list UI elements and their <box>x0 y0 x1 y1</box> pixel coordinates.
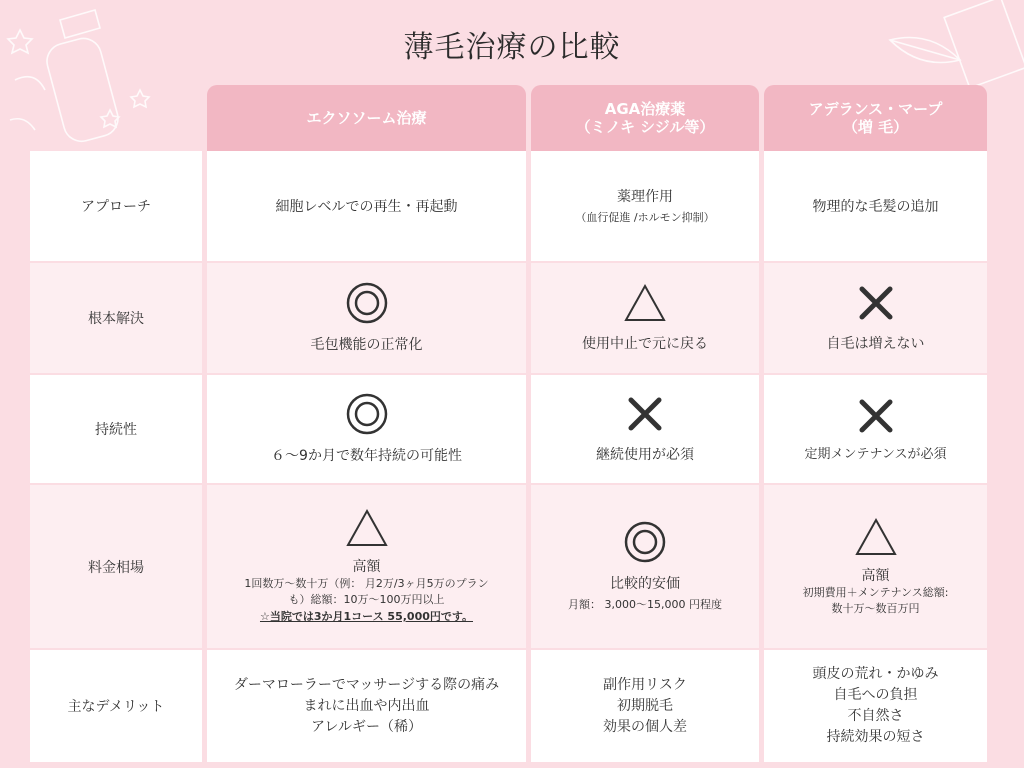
cell-subtext: 月額： 3,000～15,000 円程度 <box>568 597 722 611</box>
cross-icon <box>856 396 896 436</box>
list-item: アレルギー（稀） <box>310 718 423 735</box>
cell-text: 自毛は増えない <box>826 336 925 352</box>
list-item: 効果の個人差 <box>603 718 687 735</box>
header-exosome <box>207 85 526 151</box>
cell-demerit-exosome <box>207 650 526 762</box>
list-item: まれに出血や内出血 <box>303 697 430 714</box>
triangle-icon <box>854 517 898 557</box>
cross-icon <box>856 283 896 323</box>
header-aga-line2: （ミノキ シジル等） <box>575 118 715 136</box>
header-aderans <box>764 85 987 151</box>
header-aga <box>531 85 759 151</box>
list-item: 初期脱毛 <box>617 697 673 714</box>
row-label-root: 根本解決 <box>30 263 202 373</box>
triangle-icon <box>345 508 389 548</box>
cross-icon <box>625 394 665 434</box>
cell-text: 比較的安価 <box>610 575 680 592</box>
cell-price-aderans <box>764 485 987 648</box>
cell-approach-aga <box>531 151 759 261</box>
list-item: 不自然さ <box>847 708 904 724</box>
page-title: 薄毛治療の比較 <box>403 30 621 65</box>
cell-price-exosome <box>207 485 526 648</box>
row-label-approach: アプローチ <box>30 151 202 261</box>
triangle-icon <box>623 283 667 323</box>
cell-root-aderans <box>764 263 987 373</box>
cell-text: 高額 <box>352 559 381 575</box>
cell-text: 薬理作用 <box>617 189 673 205</box>
cell-root-aga <box>531 263 759 373</box>
cell-sustain-aderans <box>764 375 987 483</box>
list-item: ダーマローラーでマッサージする際の痛み <box>233 676 500 693</box>
cell-subtext: （血行促進 /ホルモン抑制） <box>575 211 715 224</box>
list-item: 自毛への負担 <box>833 687 918 703</box>
cell-price-aga <box>531 485 759 648</box>
list-item: 副作用リスク <box>603 676 687 693</box>
header-aderans-line1: アデランス・マープ <box>808 100 943 118</box>
header-exosome-label: エクソソーム治療 <box>306 109 427 127</box>
cell-root-exosome <box>207 263 526 373</box>
cell-subtext-line2: 数十万～数百万円 <box>831 601 920 615</box>
cell-approach-exosome <box>207 151 526 261</box>
cell-sustain-aga <box>531 375 759 483</box>
header-aderans-line2: （増 毛） <box>842 118 909 136</box>
cell-text: 定期メンテナンスが必須 <box>804 446 947 462</box>
cell-text: 使用中止で元に戻る <box>582 336 708 352</box>
cell-subtext-line2: も）総額：10万～100万円以上 <box>288 593 445 606</box>
cell-demerit-aderans <box>764 650 987 762</box>
cell-subtext-line1: 1回数万～数十万（例： 月2万/3ヶ月5万のプラン <box>244 577 489 590</box>
cell-subtext-line1: 初期費用＋メンテナンス総額: <box>802 585 949 599</box>
cell-approach-aderans <box>764 151 987 261</box>
double-circle-icon <box>346 282 388 324</box>
cell-text: 毛包機能の正常化 <box>310 337 423 353</box>
cell-text: 継続使用が必須 <box>596 447 694 463</box>
row-label-demerit: 主なデメリット <box>30 650 202 762</box>
cell-sustain-exosome <box>207 375 526 483</box>
double-circle-icon <box>346 393 388 435</box>
cell-text: ６～9か月で数年持続の可能性 <box>271 448 462 464</box>
cell-text: 物理的な毛髪の追加 <box>812 199 939 215</box>
row-label-price: 料金相場 <box>30 485 202 648</box>
row-label-sustain: 持続性 <box>30 375 202 483</box>
header-aga-line1: AGA治療薬 <box>604 100 686 118</box>
list-item: 頭皮の荒れ・かゆみ <box>812 666 939 682</box>
list-item: 持続効果の短さ <box>826 729 925 745</box>
cell-text: 細胞レベルでの再生・再起動 <box>275 199 458 215</box>
cell-demerit-aga <box>531 650 759 762</box>
clinic-price-note: ☆当院では3か月1コース 55,000円です。 <box>259 610 473 623</box>
cell-text: 高額 <box>861 567 890 584</box>
double-circle-icon <box>624 521 666 563</box>
